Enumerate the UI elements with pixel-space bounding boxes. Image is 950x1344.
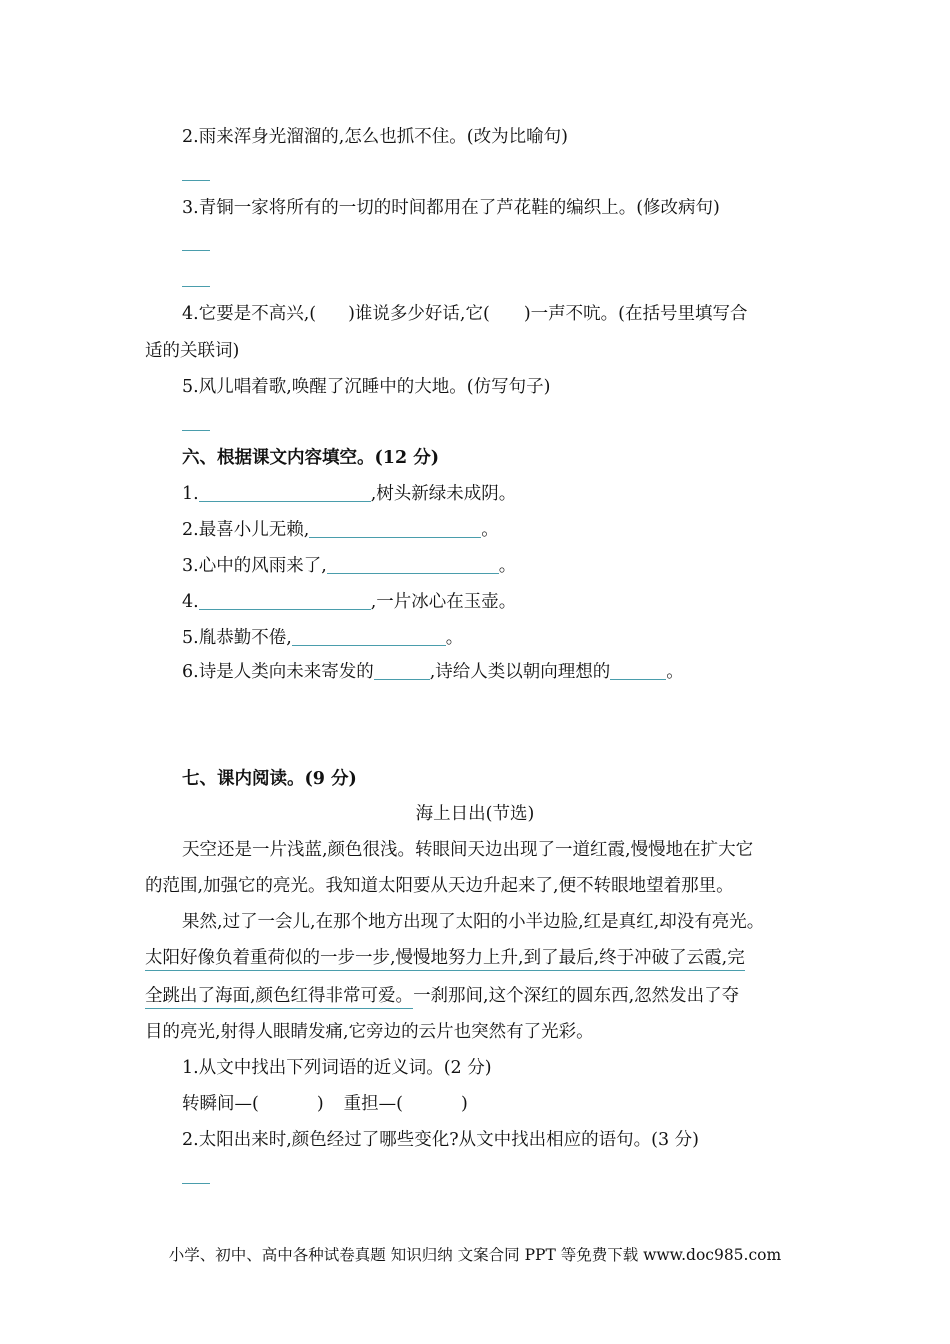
underlined-sentence: 全跳出了海面,颜色红得非常可爱。	[145, 986, 413, 1009]
fill-item-5-end: 。	[445, 628, 464, 648]
question-5-4-part1: 4.它要是不高兴,(	[182, 304, 317, 324]
fill-item-1-prefix: 1.	[182, 484, 199, 504]
page-footer: 小学、初中、高中各种试卷真题 知识归纳 文案合同 PPT 等免费下载 www.doc985.com	[168, 1246, 782, 1264]
answer-line[interactable]	[182, 250, 210, 251]
paren-close: )	[316, 1094, 324, 1114]
question-5-4	[182, 302, 747, 326]
question-5-5: 5.风儿唱着歌,唤醒了沉睡中的大地。(仿写句子)	[182, 377, 551, 397]
fill-blank[interactable]	[327, 555, 499, 574]
fill-item-2-text: 2.最喜小儿无赖,	[182, 520, 310, 540]
synonym-word-1: 转瞬间—(	[182, 1094, 259, 1114]
section-7-title: 七、课内阅读。(9 分)	[182, 769, 357, 789]
passage-line	[145, 984, 739, 1008]
reading-question-2: 2.太阳出来时,颜色经过了哪些变化?从文中找出相应的语句。(3 分)	[182, 1130, 699, 1150]
answer-line[interactable]	[182, 430, 210, 431]
answer-line[interactable]	[182, 180, 210, 181]
section-6-title: 六、根据课文内容填空。(12 分)	[182, 448, 440, 468]
fill-blank[interactable]	[292, 627, 446, 646]
paren-close: )	[460, 1094, 468, 1114]
fill-item-4	[182, 590, 516, 614]
passage-text: 一刹那间,这个深红的圆东西,忽然发出了夺	[413, 986, 740, 1006]
fill-item-4-prefix: 4.	[182, 592, 199, 612]
fill-item-3	[182, 554, 516, 578]
fill-item-6	[182, 660, 684, 684]
fill-item-2-end: 。	[481, 520, 499, 540]
fill-item-3-text: 3.心中的风雨来了,	[182, 556, 327, 576]
synonym-word-2: 重担—(	[343, 1094, 403, 1114]
question-5-4-part2: )谁说多少好话,它(	[348, 304, 490, 324]
fill-item-2	[182, 518, 499, 542]
fill-item-4-text: ,一片冰心在玉壶。	[370, 592, 517, 612]
question-5-3: 3.青铜一家将所有的一切的时间都用在了芦花鞋的编织上。(修改病句)	[182, 198, 720, 218]
passage-line-underlined	[145, 946, 745, 970]
reading-question-1: 1.从文中找出下列词语的近义词。(2 分)	[182, 1058, 492, 1078]
question-5-2: 2.雨来浑身光溜溜的,怎么也抓不住。(改为比喻句)	[182, 127, 568, 147]
passage-line: 目的亮光,射得人眼睛发痛,它旁边的云片也突然有了光彩。	[145, 1022, 594, 1042]
fill-item-1-text: ,树头新绿未成阴。	[370, 484, 517, 504]
question-5-4-part3: )一声不吭。(在括号里填写合	[523, 304, 748, 324]
fill-blank[interactable]	[309, 519, 481, 538]
synonym-row	[182, 1092, 468, 1116]
fill-blank[interactable]	[199, 483, 371, 502]
fill-blank[interactable]	[610, 661, 666, 680]
passage-line: 果然,过了一会儿,在那个地方出现了太阳的小半边脸,红是真红,却没有亮光。	[182, 912, 765, 932]
underlined-sentence: 太阳好像负着重荷似的一步一步,慢慢地努力上升,到了最后,终于冲破了云霞,完	[145, 948, 745, 971]
question-5-4-continued: 适的关联词)	[145, 341, 240, 361]
answer-line[interactable]	[182, 1183, 210, 1184]
fill-blank[interactable]	[199, 591, 371, 610]
fill-blank[interactable]	[374, 661, 430, 680]
fill-item-5-text: 5.胤恭勤不倦,	[182, 628, 292, 648]
fill-item-1	[182, 482, 516, 506]
passage-line: 的范围,加强它的亮光。我知道太阳要从天边升起来了,便不转眼地望着那里。	[145, 876, 734, 896]
fill-item-6-text-b: ,诗给人类以朝向理想的	[429, 662, 611, 682]
fill-item-6-text-a: 6.诗是人类向未来寄发的	[182, 662, 374, 682]
fill-item-6-end: 。	[666, 662, 684, 682]
answer-line[interactable]	[182, 286, 210, 287]
fill-item-5	[182, 626, 463, 650]
passage-title: 海上日出(节选)	[415, 804, 535, 824]
passage-line: 天空还是一片浅蓝,颜色很浅。转眼间天边出现了一道红霞,慢慢地在扩大它	[182, 840, 754, 860]
fill-item-3-end: 。	[498, 556, 517, 576]
